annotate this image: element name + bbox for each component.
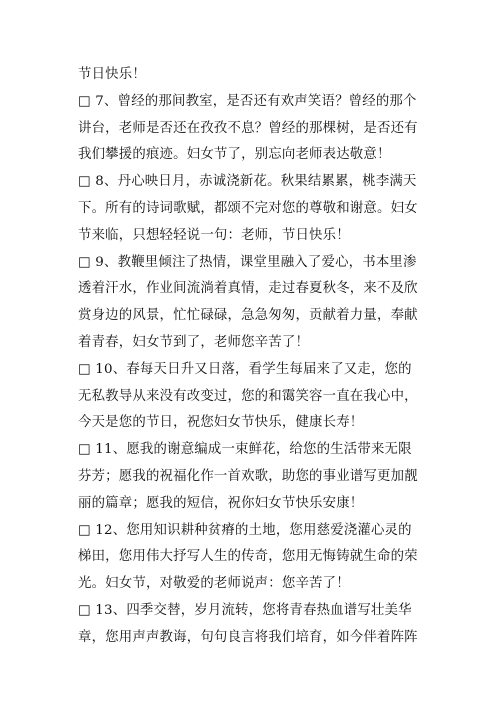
text-line: □ 7、曾经的那间教室，是否还有欢声笑语？曾经的那个: [78, 93, 417, 109]
text-line: 讲台，老师是否还在孜孜不息？曾经的那棵树，是否还有: [78, 120, 418, 136]
text-line: □ 12、您用知识耕种贫瘠的土地，您用慈爱浇灌心灵的: [78, 522, 412, 538]
text-line: 丽的篇章；愿我的短信，祝你妇女节快乐安康！: [78, 495, 364, 511]
text-line: □ 11、愿我的谢意编成一束鲜花，给您的生活带来无限: [78, 442, 412, 458]
text-line: 透着汗水，作业间流淌着真情，走过春夏秋冬，来不及欣: [78, 281, 418, 297]
text-line: □ 8、丹心映日月，赤诚浇新花。秋果结累累，桃李满天: [78, 174, 417, 190]
text-line: 芬芳；愿我的祝福化作一首欢歌，助您的事业谱写更加靓: [78, 468, 418, 484]
text-line: 节日快乐！: [78, 67, 146, 82]
text-line: 着青春，妇女节到了，老师您辛苦了！: [78, 334, 310, 350]
text-line: 下。所有的诗词歌赋，都颂不完对您的尊敬和谢意。妇女: [78, 200, 418, 216]
text-line: 梯田，您用伟大抒写人生的传奇，您用无悔铸就生命的荣: [78, 549, 418, 565]
text-line: □ 10、春每天日升又日落，看学生每届来了又走，您的: [78, 361, 412, 377]
text-line: 章，您用声声教诲，句句良言将我们培育，如今伴着阵阵: [78, 629, 418, 645]
text-line: 我们攀援的痕迹。妇女节了，别忘向老师表达敬意！: [78, 147, 391, 163]
text-line: 赏身边的风景，忙忙碌碌，急急匆匆，贡献着力量，奉献: [78, 308, 418, 324]
text-line: □ 9、教鞭里倾注了热情，课堂里融入了爱心，书本里渗: [78, 254, 417, 270]
text-line: 节来临，只想轻轻说一句：老师，节日快乐！: [78, 227, 350, 243]
text-line: 今天是您的节日，祝您妇女节快乐，健康长寿！: [78, 415, 364, 431]
text-line: 光。妇女节，对敬爱的老师说声：您辛苦了！: [78, 576, 350, 592]
text-line: 无私教导从来没有改变过，您的和霭笑容一直在我心中，: [78, 388, 418, 404]
text-line: □ 13、四季交替，岁月流转，您将青春热血谱写壮美华: [78, 602, 412, 618]
